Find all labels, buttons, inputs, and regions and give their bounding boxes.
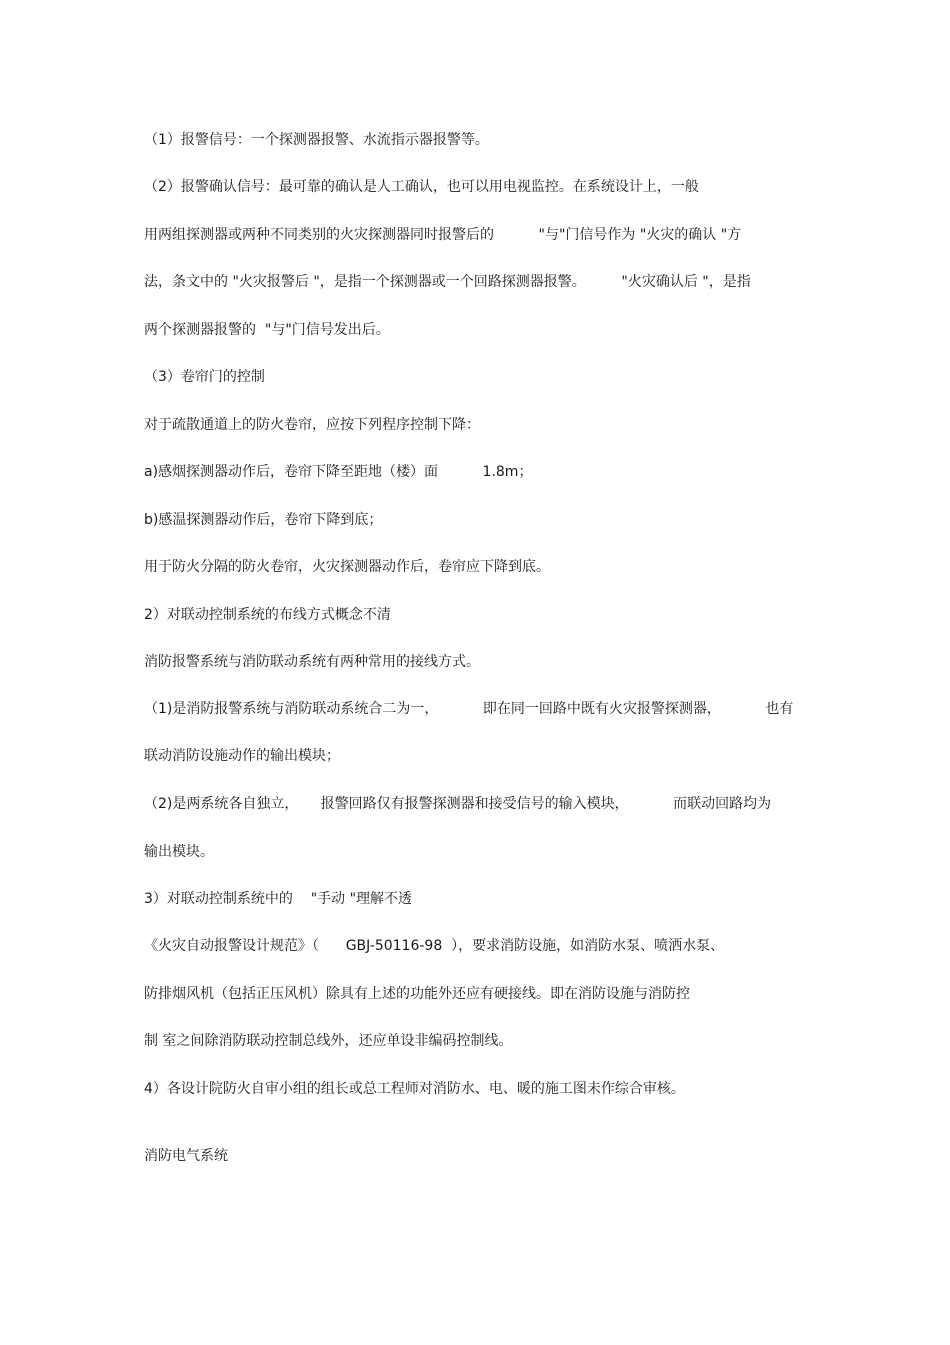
- text-line: 对于疏散通道上的防火卷帘，应按下列程序控制下降：: [144, 417, 480, 433]
- text-line: 输出模块。: [144, 844, 214, 860]
- text-line: （2)是两系统各自独立， 报警回路仅有报警探测器和接受信号的输入模块， 而联动回路均为: [144, 796, 772, 812]
- text-line: （1)是消防报警系统与消防联动系统合二为一， 即在同一回路中既有火灾报警探测器， 也有: [144, 701, 794, 717]
- text-line: 消防报警系统与消防联动系统有两种常用的接线方式。: [144, 654, 480, 670]
- text-line: 3）对联动控制系统中的 "手动 "理解不透: [144, 891, 413, 907]
- text-line: a)感烟探测器动作后，卷帘下降至距地（楼）面 1.8m；: [144, 464, 533, 480]
- text-line: 《火灾自动报警设计规范》（ GBJ-50116-98 ），要求消防设施，如消防水泵、喷洒水泵、: [144, 938, 725, 954]
- text-line: 制 室之间除消防联动控制总线外，还应单设非编码控制线。: [144, 1033, 513, 1049]
- text-line: 用于防火分隔的防火卷帘，火灾探测器动作后，卷帘应下降到底。: [144, 559, 550, 575]
- text-line: 法，条文中的 "火灾报警后 "，是指一个探测器或一个回路探测器报警。 "火灾确认后 "，是指: [144, 274, 751, 290]
- text-line: （3）卷帘门的控制: [144, 369, 265, 385]
- text-line: 联动消防设施动作的输出模块；: [144, 748, 340, 764]
- section-heading: 消防电气系统: [144, 1148, 228, 1164]
- text-line: 用两组探测器或两种不同类别的火灾探测器同时报警后的 "与"门信号作为 "火灾的确认 "方: [144, 227, 742, 243]
- text-line: 两个探测器报警的 "与"门信号发出后。: [144, 322, 390, 338]
- text-line: b)感温探测器动作后，卷帘下降到底；: [144, 512, 383, 528]
- text-line: （2）报警确认信号：最可靠的确认是人工确认，也可以用电视监控。在系统设计上，一般: [144, 179, 699, 195]
- text-line: 4）各设计院防火自审小组的组长或总工程师对消防水、电、暖的施工图未作综合审核。: [144, 1081, 685, 1097]
- text-line: 防排烟风机（包括正压风机）除具有上述的功能外还应有硬接线。即在消防设施与消防控: [144, 986, 690, 1002]
- text-line: 2）对联动控制系统的布线方式概念不清: [144, 607, 391, 623]
- text-line: （1）报警信号：一个探测器报警、水流指示器报警等。: [144, 132, 489, 148]
